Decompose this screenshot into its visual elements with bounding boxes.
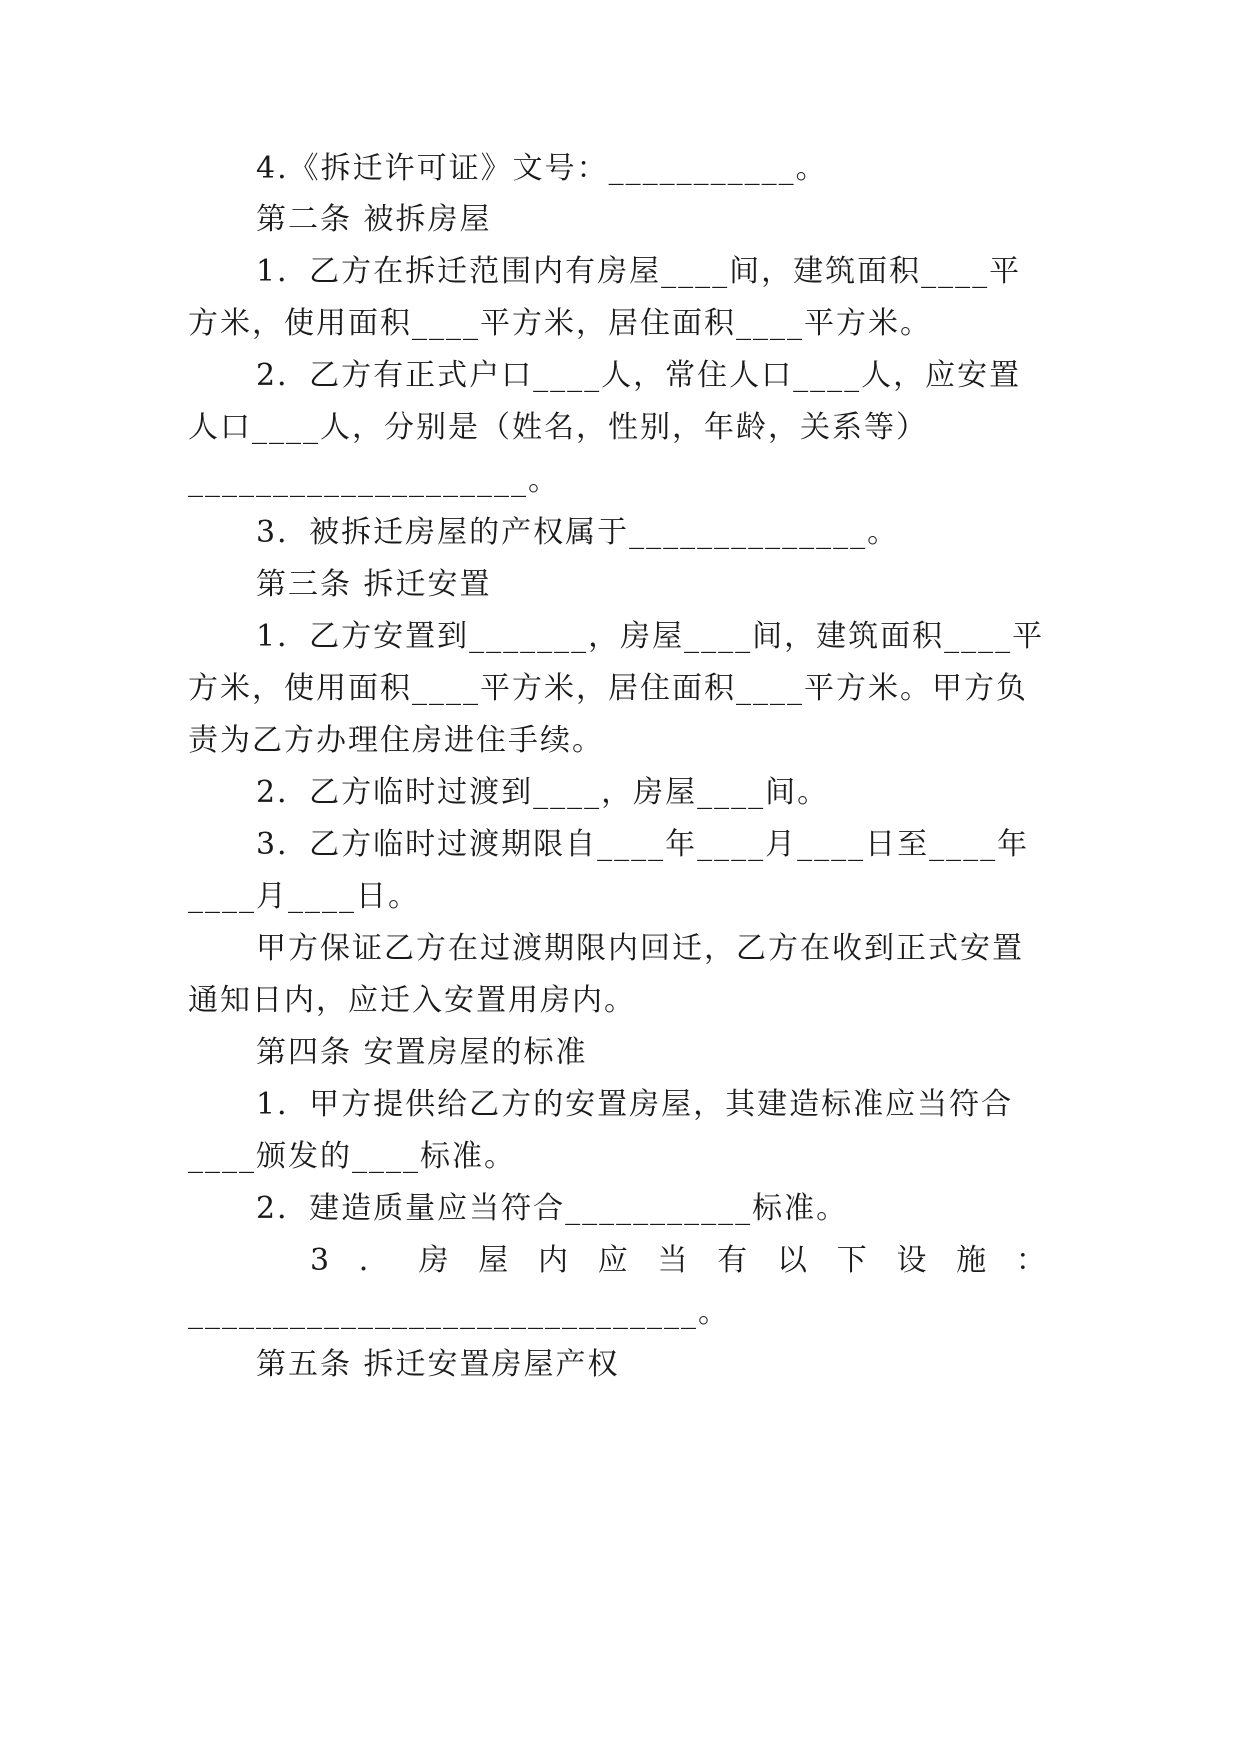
paragraph-line: ____颁发的____标准。	[188, 1139, 516, 1174]
paragraph-line: 方米，使用面积____平方米，居住面积____平方米。甲方负	[188, 671, 1028, 706]
paragraph-line: 1．乙方在拆迁范围内有房屋____间，建筑面积____平	[256, 254, 1022, 289]
article-2-heading: 第二条 被拆房屋	[256, 202, 492, 237]
facilities-line	[310, 1241, 1048, 1281]
paragraph-line: 2．乙方有正式户口____人，常住人口____人，应安置	[256, 358, 1022, 393]
article-5-heading: 第五条 拆迁安置房屋产权	[256, 1347, 620, 1382]
char: 以	[776, 1243, 809, 1278]
paragraph-line: 责为乙方办理住房进住手续。	[188, 723, 604, 758]
char: 设	[896, 1243, 929, 1278]
paragraph-line: 2．乙方临时过渡到____，房屋____间。	[256, 775, 830, 810]
char: 当	[657, 1243, 690, 1278]
paragraph-line: ____________________。	[188, 463, 560, 498]
permit-number-line: 4.《拆迁许可证》文号：___________。	[256, 151, 828, 186]
paragraph-line: ______________________________。	[188, 1295, 730, 1330]
char: 内	[538, 1243, 571, 1278]
paragraph-line: 人口____人，分别是（姓名，性别，年龄，关系等）	[188, 410, 928, 445]
char: 应	[597, 1243, 630, 1278]
paragraph-line: 3．乙方临时过渡期限自____年____月____日至____年	[256, 827, 1030, 862]
paragraph-line: 3．被拆迁房屋的产权属于______________。	[256, 515, 900, 550]
char: 下	[836, 1243, 869, 1278]
paragraph-line: ____月____日。	[188, 879, 420, 914]
char: ．	[358, 1243, 391, 1278]
paragraph-line: 2．建造质量应当符合___________标准。	[256, 1191, 849, 1226]
char: 房	[418, 1243, 451, 1278]
char: 有	[717, 1243, 750, 1278]
paragraph-line: 甲方保证乙方在过渡期限内回迁，乙方在收到正式安置	[256, 931, 1024, 966]
char: 屋	[478, 1243, 511, 1278]
paragraph-line: 方米，使用面积____平方米，居住面积____平方米。	[188, 306, 932, 341]
article-4-heading: 第四条 安置房屋的标准	[256, 1035, 588, 1070]
article-3-heading: 第三条 拆迁安置	[256, 567, 492, 602]
char: ：	[1015, 1243, 1048, 1278]
char: 3	[310, 1243, 332, 1278]
paragraph-line: 1．乙方安置到_______，房屋____间，建筑面积____平	[256, 619, 1045, 654]
char: 施	[956, 1243, 989, 1278]
paragraph-line: 1．甲方提供给乙方的安置房屋，其建造标准应当符合	[256, 1087, 1014, 1122]
paragraph-line: 通知日内，应迁入安置用房内。	[188, 983, 636, 1018]
